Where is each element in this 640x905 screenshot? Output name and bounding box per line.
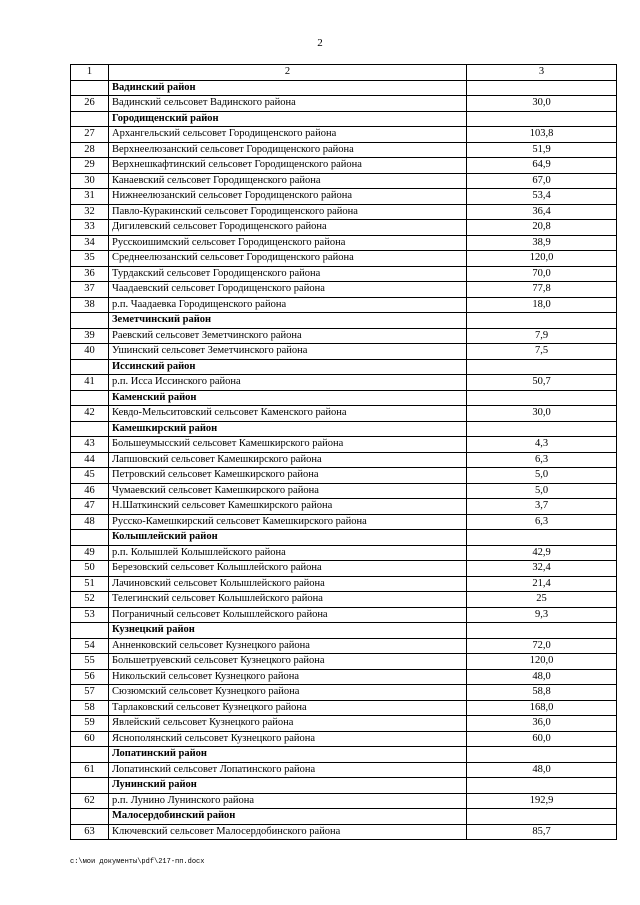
amount-value: 48,0: [467, 762, 617, 778]
amount-value: 36,4: [467, 204, 617, 220]
row-number: 36: [71, 266, 109, 282]
district-number-cell: [71, 623, 109, 639]
district-header-row: [71, 111, 617, 127]
settlement-name: Явлейский сельсовет Кузнецкого района: [109, 716, 467, 732]
district-header-row: [71, 809, 617, 825]
settlement-name: Яснополянский сельсовет Кузнецкого района: [109, 731, 467, 747]
settlement-name: Верхнешкафтинский сельсовет Городищенского района: [109, 158, 467, 174]
settlement-name: Ключевский сельсовет Малосердобинского района: [109, 824, 467, 840]
settlement-name: Лапшовский сельсовет Камешкирского района: [109, 452, 467, 468]
district-name: Вадинский район: [109, 80, 467, 96]
row-number: 59: [71, 716, 109, 732]
amount-value: 50,7: [467, 375, 617, 391]
district-number-cell: [71, 747, 109, 763]
table-row: [71, 576, 617, 592]
amount-value: 4,3: [467, 437, 617, 453]
district-value-cell: [467, 530, 617, 546]
amount-value: 7,5: [467, 344, 617, 360]
row-number: 63: [71, 824, 109, 840]
column-header-value: 3: [467, 65, 617, 81]
district-number-cell: [71, 313, 109, 329]
district-number-cell: [71, 530, 109, 546]
row-number: 26: [71, 96, 109, 112]
district-name: Кузнецкий район: [109, 623, 467, 639]
amount-value: 5,0: [467, 468, 617, 484]
table-row: [71, 344, 617, 360]
table-row: [71, 235, 617, 251]
row-number: 41: [71, 375, 109, 391]
district-number-cell: [71, 111, 109, 127]
district-number-cell: [71, 80, 109, 96]
district-number-cell: [71, 778, 109, 794]
settlement-name: Верхнеелюзанский сельсовет Городищенского района: [109, 142, 467, 158]
table-row: [71, 142, 617, 158]
row-number: 27: [71, 127, 109, 143]
district-name: Земетчинский район: [109, 313, 467, 329]
settlement-name: Березовский сельсовет Колышлейского района: [109, 561, 467, 577]
amount-value: 53,4: [467, 189, 617, 205]
amount-value: 6,3: [467, 452, 617, 468]
settlement-name: Раевский сельсовет Земетчинского района: [109, 328, 467, 344]
district-value-cell: [467, 623, 617, 639]
row-number: 61: [71, 762, 109, 778]
column-header-name: 2: [109, 65, 467, 81]
settlement-name: Н.Шаткинский сельсовет Камешкирского района: [109, 499, 467, 515]
amount-value: 70,0: [467, 266, 617, 282]
settlement-name: Пограничный сельсовет Колышлейского района: [109, 607, 467, 623]
table-row: [71, 173, 617, 189]
settlement-name: Вадинский сельсовет Вадинского района: [109, 96, 467, 112]
amount-value: 103,8: [467, 127, 617, 143]
district-header-row: [71, 390, 617, 406]
table-row: [71, 731, 617, 747]
settlement-name: Русскоишимский сельсовет Городищенского района: [109, 235, 467, 251]
settlement-name: Чаадаевский сельсовет Городищенского района: [109, 282, 467, 298]
district-number-cell: [71, 390, 109, 406]
settlement-name: р.п. Лунино Лунинского района: [109, 793, 467, 809]
row-number: 52: [71, 592, 109, 608]
table-row: [71, 669, 617, 685]
settlement-name: Турдакский сельсовет Городищенского района: [109, 266, 467, 282]
row-number: 31: [71, 189, 109, 205]
page-number: 2: [317, 37, 323, 49]
amount-value: 9,3: [467, 607, 617, 623]
row-number: 40: [71, 344, 109, 360]
amount-value: 20,8: [467, 220, 617, 236]
table-row: [71, 127, 617, 143]
amount-value: 3,7: [467, 499, 617, 515]
row-number: 54: [71, 638, 109, 654]
table-row: [71, 716, 617, 732]
amount-value: 120,0: [467, 654, 617, 670]
row-number: 60: [71, 731, 109, 747]
district-number-cell: [71, 809, 109, 825]
amount-value: 7,9: [467, 328, 617, 344]
row-number: 48: [71, 514, 109, 530]
amount-value: 58,8: [467, 685, 617, 701]
row-number: 43: [71, 437, 109, 453]
allocation-table: [70, 64, 617, 840]
amount-value: 51,9: [467, 142, 617, 158]
table-row: [71, 437, 617, 453]
amount-value: 85,7: [467, 824, 617, 840]
district-value-cell: [467, 809, 617, 825]
table-row: [71, 514, 617, 530]
row-number: 42: [71, 406, 109, 422]
district-value-cell: [467, 359, 617, 375]
settlement-name: р.п. Чаадаевка Городищенского района: [109, 297, 467, 313]
amount-value: 42,9: [467, 545, 617, 561]
amount-value: 72,0: [467, 638, 617, 654]
table-row: [71, 638, 617, 654]
district-value-cell: [467, 747, 617, 763]
settlement-name: Нижнеелюзанский сельсовет Городищенского района: [109, 189, 467, 205]
row-number: 29: [71, 158, 109, 174]
table-row: [71, 282, 617, 298]
settlement-name: Лачиновский сельсовет Колышлейского района: [109, 576, 467, 592]
amount-value: 120,0: [467, 251, 617, 267]
table-row: [71, 452, 617, 468]
amount-value: 60,0: [467, 731, 617, 747]
district-header-row: [71, 778, 617, 794]
table-row: [71, 266, 617, 282]
settlement-name: Канаевский сельсовет Городищенского района: [109, 173, 467, 189]
table-row: [71, 483, 617, 499]
district-name: Каменский район: [109, 390, 467, 406]
amount-value: 168,0: [467, 700, 617, 716]
table-row: [71, 96, 617, 112]
table-row: [71, 654, 617, 670]
district-value-cell: [467, 778, 617, 794]
district-header-row: [71, 313, 617, 329]
settlement-name: Большеумысский сельсовет Камешкирского района: [109, 437, 467, 453]
row-number: 32: [71, 204, 109, 220]
amount-value: 67,0: [467, 173, 617, 189]
amount-value: 25: [467, 592, 617, 608]
amount-value: 21,4: [467, 576, 617, 592]
district-number-cell: [71, 359, 109, 375]
file-path-footer: c:\мои документы\pdf\217-пп.docx: [70, 858, 205, 866]
row-number: 38: [71, 297, 109, 313]
district-name: Камешкирский район: [109, 421, 467, 437]
amount-value: 6,3: [467, 514, 617, 530]
table-row: [71, 251, 617, 267]
table-row: [71, 685, 617, 701]
district-name: Городищенский район: [109, 111, 467, 127]
settlement-name: Дигилевский сельсовет Городищенского района: [109, 220, 467, 236]
row-number: 28: [71, 142, 109, 158]
row-number: 58: [71, 700, 109, 716]
settlement-name: Тарлаковский сельсовет Кузнецкого района: [109, 700, 467, 716]
table-row: [71, 297, 617, 313]
amount-value: 64,9: [467, 158, 617, 174]
district-header-row: [71, 80, 617, 96]
table-row: [71, 468, 617, 484]
amount-value: 30,0: [467, 406, 617, 422]
row-number: 37: [71, 282, 109, 298]
table-row: [71, 607, 617, 623]
district-name: Малосердобинский район: [109, 809, 467, 825]
amount-value: 48,0: [467, 669, 617, 685]
table-row: [71, 189, 617, 205]
row-number: 51: [71, 576, 109, 592]
table-row: [71, 561, 617, 577]
settlement-name: Ушинский сельсовет Земетчинского района: [109, 344, 467, 360]
row-number: 45: [71, 468, 109, 484]
settlement-name: Большетруевский сельсовет Кузнецкого района: [109, 654, 467, 670]
amount-value: 32,4: [467, 561, 617, 577]
settlement-name: р.п. Колышлей Колышлейского района: [109, 545, 467, 561]
table-row: [71, 762, 617, 778]
table-header-row: [71, 65, 617, 81]
district-name: Иссинский район: [109, 359, 467, 375]
row-number: 62: [71, 793, 109, 809]
district-value-cell: [467, 80, 617, 96]
settlement-name: Павло-Куракинский сельсовет Городищенского района: [109, 204, 467, 220]
row-number: 56: [71, 669, 109, 685]
table-row: [71, 220, 617, 236]
table-row: [71, 793, 617, 809]
table-row: [71, 545, 617, 561]
table-row: [71, 158, 617, 174]
amount-value: 36,0: [467, 716, 617, 732]
table-row: [71, 592, 617, 608]
row-number: 49: [71, 545, 109, 561]
table-row: [71, 700, 617, 716]
row-number: 53: [71, 607, 109, 623]
settlement-name: Сюзюмский сельсовет Кузнецкого района: [109, 685, 467, 701]
district-header-row: [71, 359, 617, 375]
district-value-cell: [467, 421, 617, 437]
settlement-name: Русско-Камешкирский сельсовет Камешкирского района: [109, 514, 467, 530]
table-row: [71, 375, 617, 391]
table-row: [71, 328, 617, 344]
amount-value: 38,9: [467, 235, 617, 251]
row-number: 46: [71, 483, 109, 499]
district-header-row: [71, 530, 617, 546]
table-body: [71, 65, 617, 840]
settlement-name: Кевдо-Мельситовский сельсовет Каменского района: [109, 406, 467, 422]
district-name: Колышлейский район: [109, 530, 467, 546]
district-name: Лунинский район: [109, 778, 467, 794]
settlement-name: Никольский сельсовет Кузнецкого района: [109, 669, 467, 685]
district-value-cell: [467, 390, 617, 406]
district-number-cell: [71, 421, 109, 437]
amount-value: 5,0: [467, 483, 617, 499]
settlement-name: Анненковский сельсовет Кузнецкого района: [109, 638, 467, 654]
column-header-number: 1: [71, 65, 109, 81]
row-number: 30: [71, 173, 109, 189]
district-header-row: [71, 421, 617, 437]
settlement-name: Телегинский сельсовет Колышлейского района: [109, 592, 467, 608]
row-number: 39: [71, 328, 109, 344]
amount-value: 192,9: [467, 793, 617, 809]
table-row: [71, 406, 617, 422]
settlement-name: Архангельский сельсовет Городищенского района: [109, 127, 467, 143]
settlement-name: Лопатинский сельсовет Лопатинского района: [109, 762, 467, 778]
settlement-name: р.п. Исса Иссинского района: [109, 375, 467, 391]
row-number: 33: [71, 220, 109, 236]
amount-value: 18,0: [467, 297, 617, 313]
district-value-cell: [467, 313, 617, 329]
row-number: 55: [71, 654, 109, 670]
row-number: 35: [71, 251, 109, 267]
table-row: [71, 824, 617, 840]
row-number: 34: [71, 235, 109, 251]
district-name: Лопатинский район: [109, 747, 467, 763]
district-header-row: [71, 623, 617, 639]
row-number: 57: [71, 685, 109, 701]
settlement-name: Среднеелюзанский сельсовет Городищенского района: [109, 251, 467, 267]
row-number: 47: [71, 499, 109, 515]
district-header-row: [71, 747, 617, 763]
amount-value: 30,0: [467, 96, 617, 112]
district-value-cell: [467, 111, 617, 127]
settlement-name: Петровский сельсовет Камешкирского района: [109, 468, 467, 484]
settlement-name: Чумаевский сельсовет Камешкирского района: [109, 483, 467, 499]
row-number: 50: [71, 561, 109, 577]
amount-value: 77,8: [467, 282, 617, 298]
row-number: 44: [71, 452, 109, 468]
table-row: [71, 204, 617, 220]
table-row: [71, 499, 617, 515]
